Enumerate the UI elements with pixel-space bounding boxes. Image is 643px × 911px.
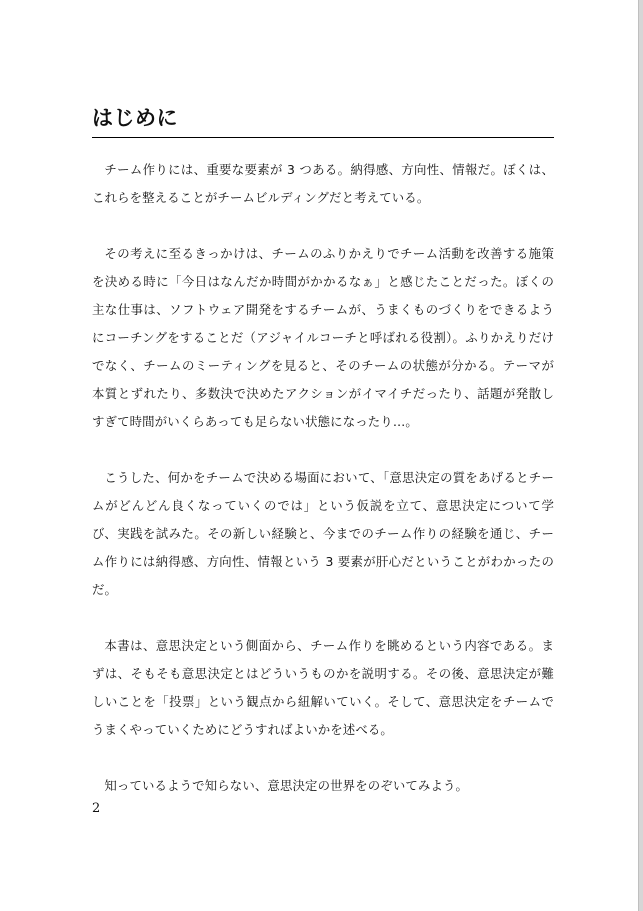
- paragraph: チーム作りには、重要な要素が 3 つある。納得感、方向性、情報だ。ぼくは、これらを整えることがチームビルディングだと考えている。: [92, 162, 554, 205]
- document-page: [92, 105, 554, 828]
- paragraph: 本書は、意思決定という側面から、チーム作りを眺めるという内容である。まずは、そもそも意思決定とはどういうものかを説明する。その後、意思決定が難しいことを「投票」という観点から紐解いていく。そして、意思決定をチームでうまくやっていくためにどうすればよいかを述べる。: [92, 638, 554, 737]
- page-number: 2: [92, 801, 101, 816]
- page-edge: [638, 0, 643, 911]
- body-text: [92, 156, 554, 800]
- paragraph: こうした、何かをチームで決める場面において、「意思決定の質をあげるとチームがどんどん良くなっていくのでは」という仮説を立て、意思決定について学び、実践を試みた。その新しい経験と、今までのチーム作りの経験を通じ、チーム作りには納得感、方向性、情報という 3 要素が肝心だということがわかったのだ。: [92, 470, 554, 597]
- paragraph: その考えに至るきっかけは、チームのふりかえりでチーム活動を改善する施策を決める時に「今日はなんだか時間がかかるなぁ」と感じたことだった。ぼくの主な仕事は、ソフトウェア開発をするチームが、うまくものづくりをできるようにコーチングをすることだ（アジャイルコーチと呼ばれる役割）。ふりかえりだけでなく、チームのミーティングを見ると、そのチームの状態が分かる。テーマが本質とずれたり、多数決で決めたアクションがイマイチだったり、話題が発散しすぎて時間がいくらあっても足らない状態になったり…。: [92, 246, 554, 429]
- chapter-title: はじめに: [92, 105, 554, 138]
- paragraph: 知っているようで知らない、意思決定の世界をのぞいてみよう。: [104, 778, 469, 793]
